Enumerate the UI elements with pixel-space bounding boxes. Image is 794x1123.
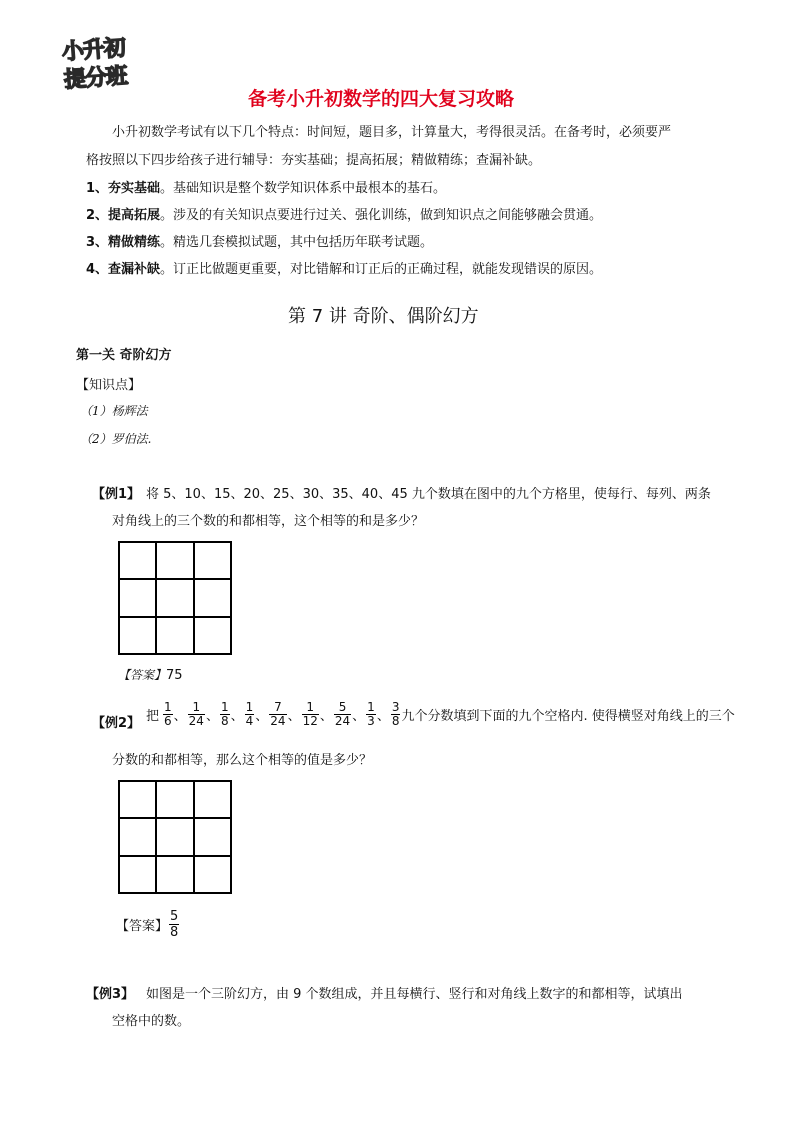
example-1-answer xyxy=(118,666,183,683)
answer-label: 【答案】 xyxy=(118,668,167,682)
strategy-label: 3、精做精练 xyxy=(86,235,161,250)
knowledge-point-2: （2）罗伯法. xyxy=(80,432,152,446)
fraction-denominator: 8 xyxy=(220,713,229,728)
fraction-denominator: 6 xyxy=(164,713,172,728)
magic-square-grid-1 xyxy=(118,541,232,655)
fraction xyxy=(302,701,319,728)
grid-cell xyxy=(119,818,156,855)
grid-cell xyxy=(194,781,231,818)
strategy-1 xyxy=(86,177,446,196)
grid-cell xyxy=(156,617,193,654)
grid-cell xyxy=(194,818,231,855)
fraction-numerator: 1 xyxy=(164,699,172,714)
answer-value: 75 xyxy=(166,668,183,683)
fraction-denominator: 8 xyxy=(170,924,179,940)
fraction-denominator: 8 xyxy=(391,713,400,728)
fraction xyxy=(269,701,286,728)
fraction-denominator: 24 xyxy=(270,713,286,728)
grid-cell xyxy=(156,781,193,818)
fraction-separator: 、 xyxy=(319,708,333,724)
fraction-list xyxy=(162,701,401,728)
lecture-title: 第 7 讲 奇阶、偶阶幻方 xyxy=(288,306,479,327)
fraction-numerator: 1 xyxy=(192,699,201,714)
grid-cell xyxy=(119,579,156,616)
strategy-label: 4、查漏补缺 xyxy=(86,262,161,277)
fraction-denominator: 24 xyxy=(334,713,351,728)
answer-label: 【答案】 xyxy=(116,918,169,934)
grid-cell xyxy=(119,617,156,654)
fraction xyxy=(366,701,376,728)
example-1-line-2: 对角线上的三个数的和都相等，这个相等的和是多少？ xyxy=(112,514,425,529)
fraction-denominator: 24 xyxy=(188,713,204,728)
strategy-label: 1、夯实基础 xyxy=(86,181,161,196)
grid-cell xyxy=(119,856,156,893)
fraction xyxy=(220,701,230,728)
fraction xyxy=(245,701,255,728)
grid-cell xyxy=(156,542,193,579)
fraction-numerator: 5 xyxy=(170,908,179,924)
strategy-text: 。基础知识是整个数学知识体系中最根本的基石。 xyxy=(160,181,447,196)
magic-square-grid-2 xyxy=(118,780,232,894)
grid-cell xyxy=(119,542,156,579)
intro-line-2: 格按照以下四步给孩子进行辅导：夯实基础；提高拓展；精做精练；查漏补缺。 xyxy=(86,153,542,168)
example-3-line-1: 如图是一个三阶幻方，由 9 个数组成，并且每横行、竖行和对角线上数字的和都相等，试填出 xyxy=(146,987,683,1002)
example-2-line-2: 分数的和都相等，那么这个相等的值是多少？ xyxy=(112,753,373,768)
logo xyxy=(58,35,154,102)
strategy-text: 。涉及的有关知识点要进行过关、强化训练，做到知识点之间能够融会贯通。 xyxy=(160,208,603,223)
grid-cell xyxy=(194,856,231,893)
fraction-numerator: 1 xyxy=(367,699,375,714)
example-2-suffix: 九个分数填到下面的九个空格内. 使得横竖对角线上的三个 xyxy=(401,708,735,724)
example-1-line-1: 将 5、10、15、20、25、30、35、40、45 九个数填在图中的九个方格里，使每行、每列、两条 xyxy=(146,487,711,502)
example-2-prefix: 把 xyxy=(146,708,160,724)
example-3-label xyxy=(86,983,134,1002)
fraction-separator: 、 xyxy=(205,708,219,724)
example-2-label xyxy=(92,712,140,731)
knowledge-point-1: （1）杨辉法 xyxy=(80,404,148,418)
example-label: 【例1】 xyxy=(92,487,141,502)
fraction-numerator: 3 xyxy=(391,699,400,714)
fraction xyxy=(163,701,173,728)
fraction-numerator: 7 xyxy=(274,699,282,714)
strategy-4 xyxy=(86,258,602,277)
grid-cell xyxy=(156,856,193,893)
logo-line-2: 提分班 xyxy=(63,63,128,94)
grid-cell xyxy=(194,579,231,616)
fraction-separator: 、 xyxy=(230,708,244,724)
fraction-numerator: 5 xyxy=(338,699,347,714)
fraction-separator: 、 xyxy=(352,708,366,724)
fraction-separator: 、 xyxy=(287,708,301,724)
example-1-label xyxy=(92,483,140,502)
fraction-denominator: 12 xyxy=(302,713,318,728)
logo-line-1: 小升初 xyxy=(61,35,126,66)
answer-fraction xyxy=(169,909,179,940)
grid-cell xyxy=(119,781,156,818)
strategy-2 xyxy=(86,204,602,223)
strategy-text: 。订正比做题更重要，对比错解和订正后的正确过程，就能发现错误的原因。 xyxy=(160,262,603,277)
example-2-answer xyxy=(116,906,180,942)
fraction xyxy=(334,701,351,728)
grid-cell xyxy=(194,542,231,579)
grid-cell xyxy=(156,579,193,616)
fraction-separator: 、 xyxy=(255,708,269,724)
fraction-numerator: 1 xyxy=(306,699,315,714)
fraction-numerator: 1 xyxy=(220,699,229,714)
strategy-label: 2、提高拓展 xyxy=(86,208,161,223)
fraction-separator: 、 xyxy=(376,708,390,724)
intro-line-1: 小升初数学考试有以下几个特点：时间短，题目多，计算量大，考得很灵活。在备考时，必须要严 xyxy=(112,125,672,140)
example-label: 【例2】 xyxy=(92,716,141,731)
fraction-denominator: 4 xyxy=(245,713,254,728)
page-title: 备考小升初数学的四大复习攻略 xyxy=(248,88,515,110)
section-title: 第一关 奇阶幻方 xyxy=(76,348,172,363)
fraction-separator: 、 xyxy=(173,708,187,724)
fraction-denominator: 3 xyxy=(367,713,375,728)
strategy-3 xyxy=(86,231,433,250)
grid-cell xyxy=(156,818,193,855)
knowledge-label: 【知识点】 xyxy=(76,378,142,393)
example-3-line-2: 空格中的数。 xyxy=(112,1014,191,1029)
fraction xyxy=(188,701,205,728)
strategy-text: 。精选几套模拟试题，其中包括历年联考试题。 xyxy=(160,235,434,250)
fraction xyxy=(391,701,401,728)
fraction-numerator: 1 xyxy=(245,699,254,714)
example-2-line-1 xyxy=(146,696,735,732)
example-label: 【例3】 xyxy=(86,987,135,1002)
grid-cell xyxy=(194,617,231,654)
